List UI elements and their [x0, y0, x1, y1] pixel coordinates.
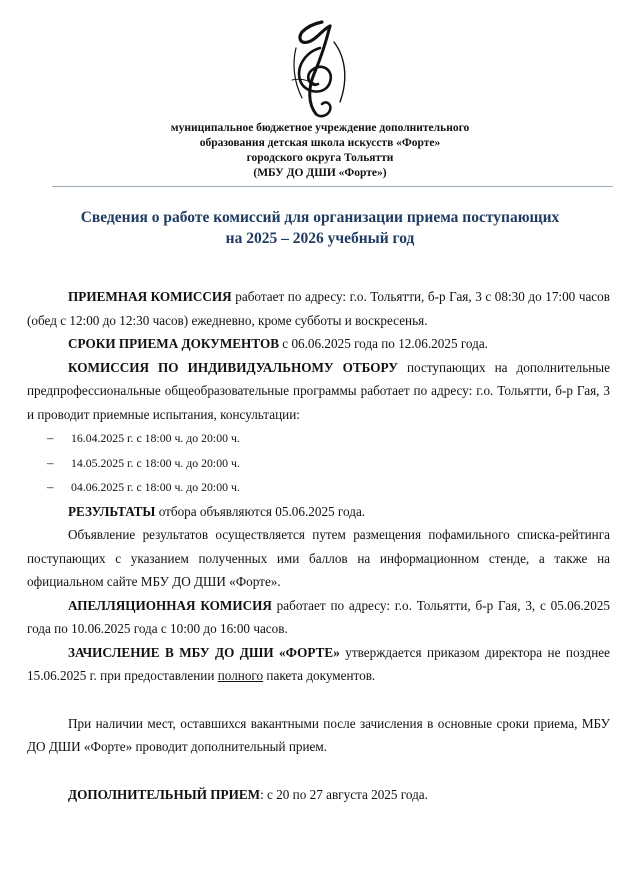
selection-heading: КОМИССИЯ ПО ИНДИВИДУАЛЬНОМУ ОТБОРУ [68, 359, 398, 375]
schedule-item [27, 475, 610, 500]
spacer [27, 759, 610, 783]
deadlines-text: с 06.06.2025 года по 12.06.2025 года. [279, 336, 488, 351]
additional-heading: ДОПОЛНИТЕЛЬНЫЙ ПРИЕМ [68, 786, 261, 802]
announcement-paragraph: Объявление результатов осуществляется путем размещения пофамильного списка-рейтинга поступающих с указанием полученных ими баллов на информационном стенде, а также на официальном сайте МБУ ДО ДШИ «Форте». [27, 527, 610, 589]
appeal-paragraph [27, 594, 610, 641]
admission-text: работает по адресу: г.о. Тольятти, б-р Гая, 3 с 08:30 до 17:00 часов (обед с 12:00 до 12:30 часов) ежедневно, кроме субботы и воскресенья. [27, 289, 610, 328]
enrollment-text-1: утверждается приказом директора не позднее 15.06.2025 г. при предоставлении [27, 644, 611, 683]
selection-text: поступающих на дополнительные предпрофессиональные общеобразовательные программы работает по адресу: г.о. Тольятти, б-р Гая, 3 и проводит приемные испытания, консультации: [27, 359, 610, 422]
schedule-text: 04.06.2025 г. с 18:00 ч. до 20:00 ч. [71, 480, 240, 494]
header-line-4: (МБУ ДО ДШИ «Форте») [253, 167, 387, 179]
header-line-3: городского округа Тольятти [246, 152, 394, 164]
dash-bullet: – [47, 454, 54, 470]
spacer [27, 688, 610, 712]
vacancies-paragraph: При наличии мест, оставшихся вакантными после зачисления в основные сроки приема, МБУ ДО ДШИ «Форте» проводит дополнительный прием. [27, 715, 610, 754]
additional-paragraph [27, 783, 610, 807]
schedule-item [27, 451, 610, 476]
enrollment-text-2: пакета документов. [263, 668, 376, 683]
appeal-text: работает по адресу: г.о. Тольятти, б-р Гая, 3, с 05.06.2025 года по 10.06.2025 года с 10:00 до 16:00 часов. [27, 597, 610, 636]
admission-heading: ПРИЕМНАЯ КОМИССИЯ [68, 289, 232, 304]
institution-header [0, 121, 640, 181]
selection-paragraph [27, 356, 610, 427]
dash-bullet: – [47, 479, 54, 494]
school-logo-treble-clef-icon [286, 18, 354, 122]
results-heading: РЕЗУЛЬТАТЫ [68, 503, 156, 519]
results-paragraph [27, 500, 610, 524]
document-title [0, 207, 640, 249]
admission-paragraph [27, 285, 610, 332]
document-body [27, 285, 610, 806]
appeal-heading: АПЕЛЛЯЦИОННАЯ КОМИСИЯ [68, 597, 272, 613]
header-line-2: образования детская школа искусств «Форте» [199, 137, 441, 149]
deadlines-heading: СРОКИ ПРИЕМА ДОКУМЕНТОВ [68, 336, 279, 351]
schedule-item [27, 426, 610, 451]
header-line-1: муниципальное бюджетное учреждение дополнительного [170, 122, 470, 134]
title-line-2: на 2025 – 2026 учебный год [225, 230, 415, 247]
additional-text: : с 20 по 27 августа 2025 года. [260, 786, 428, 802]
enrollment-heading: ЗАЧИСЛЕНИЕ В МБУ ДО ДШИ «ФОРТЕ» [68, 644, 340, 660]
results-text: отбора объявляются 05.06.2025 года. [155, 503, 366, 519]
enrollment-paragraph [27, 641, 610, 688]
schedule-text: 16.04.2025 г. с 18:00 ч. до 20:00 ч. [71, 431, 240, 445]
enrollment-underlined-word: полного [217, 668, 264, 683]
header-divider [52, 186, 613, 187]
dash-bullet: – [47, 430, 54, 445]
deadlines-paragraph [27, 332, 610, 356]
title-line-1: Сведения о работе комиссий для организации приема поступающих [80, 209, 560, 226]
schedule-text: 14.05.2025 г. с 18:00 ч. до 20:00 ч. [71, 455, 240, 470]
